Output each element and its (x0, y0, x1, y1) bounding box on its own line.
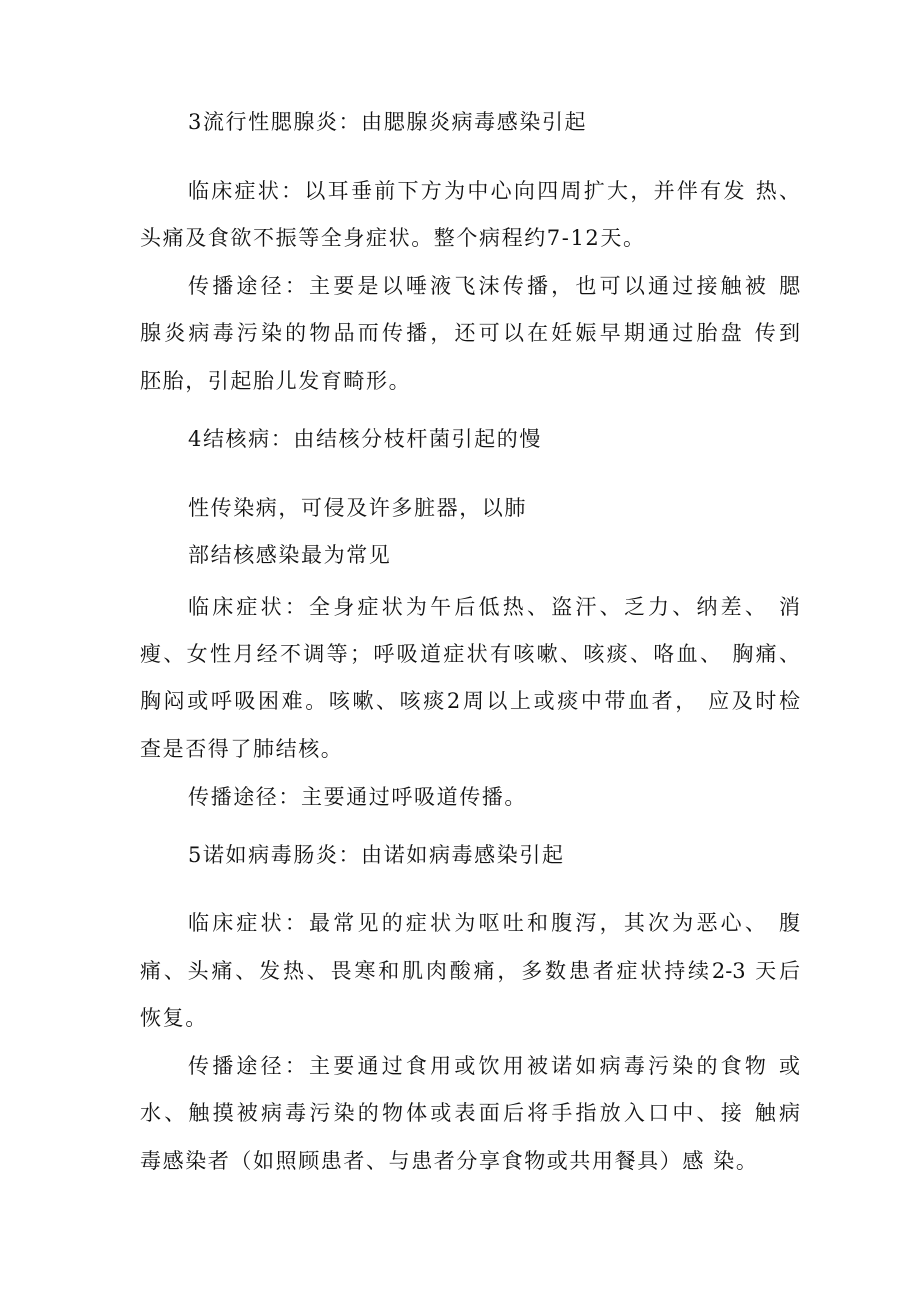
paragraph-line: 胸闷或呼吸困难。咳嗽、咳痰2周以上或痰中带血者， 应及时检 (140, 689, 800, 713)
paragraph-line: 痛、头痛、发热、畏寒和肌肉酸痛，多数患者症状持续2-3 天后 (140, 959, 800, 983)
paragraph-line: 传播途径：主要是以唾液飞沫传播，也可以通过接触被 腮 (188, 274, 800, 298)
paragraph-line: 腺炎病毒污染的物品而传播，还可以在妊娠早期通过胎盘 传到 (140, 321, 800, 345)
paragraph-line: 瘦、女性月经不调等；呼吸道症状有咳嗽、咳痰、咯血、 胸痛、 (140, 642, 800, 666)
heading-tuberculosis-cont: 性传染病，可侵及许多脏器，以肺 (188, 496, 527, 520)
heading-tuberculosis-cont: 部结核感染最为常见 (188, 543, 392, 567)
paragraph-line: 临床症状：以耳垂前下方为中心向四周扩大，并伴有发 热、 (188, 179, 800, 203)
paragraph-line: 毒感染者（如照顾患者、与患者分享食物或共用餐具）感 染。 (140, 1149, 759, 1173)
paragraph-line: 传播途径：主要通过呼吸道传播。 (188, 785, 527, 809)
paragraph-line: 传播途径：主要通过食用或饮用被诺如病毒污染的食物 或 (188, 1054, 800, 1078)
paragraph-line: 临床症状：全身症状为午后低热、盗汗、乏力、纳差、 消 (188, 595, 800, 619)
heading-tuberculosis: 4结核病：由结核分枝杆菌引起的慢 (188, 427, 542, 451)
paragraph-line: 胚胎，引起胎儿发育畸形。 (140, 369, 412, 393)
heading-norovirus: 5诺如病毒肠炎：由诺如病毒感染引起 (188, 843, 565, 867)
paragraph-line: 恢复。 (140, 1006, 208, 1030)
paragraph-line: 查是否得了肺结核。 (140, 737, 344, 761)
heading-mumps: 3流行性腮腺炎：由腮腺炎病毒感染引起 (188, 110, 588, 134)
paragraph-line: 水、触摸被病毒污染的物体或表面后将手指放入口中、接 触病 (140, 1101, 800, 1125)
paragraph-line: 头痛及食欲不振等全身症状。整个病程约7-12天。 (140, 226, 646, 250)
paragraph-line: 临床症状：最常见的症状为呕吐和腹泻，其次为恶心、 腹 (188, 911, 800, 935)
